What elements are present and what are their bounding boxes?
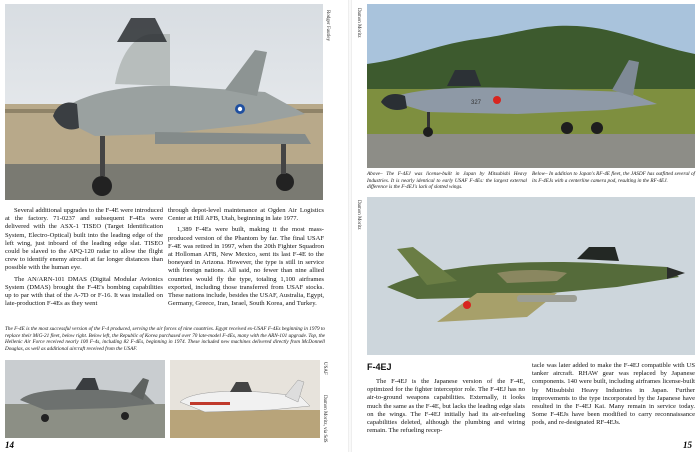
- paragraph: 1,389 F-4Es were built, making it the most mass-produced version of the Phantom by far. The final USAF F-4E was retired in 1997, when the 20th Fighter Squadron at Holloman AFB, New Mexico, sent its last F-4E to the boneyard in Arizona. However, the type is still in service with foreign nations. All said, no fewer than nine allied countries would fly the type, totaling 1,100 airframes exported, including those transferred from USAF stocks. These nations include, besides the USAF, Australia, Egypt, Germany, Greece, Iran, Israel, South Korea, and Turkey.: [168, 226, 324, 308]
- left-page-column-1: [5, 207, 163, 308]
- page-number-right: 15: [683, 440, 692, 450]
- paragraph: tacle was later added to make the F-4EJ compatible with US tanker aircraft. RHAW gear was replaced by Japanese components. 140 were built, including airframes license-built by Mitsubishi Heavy Industries in Japan. Further improvements to the type incorporated by the Japanese have resulted in the F-4EJ Kai. Many remain in service today. Some F-4EJs have been modified to carry reconnaissance pods, and re-designated RF-4EJs.: [532, 362, 695, 427]
- caption-below: Below– In addition to Japan's RF-4E fleet, the JASDF has outfitted several of its F-4EJs with a centerline camera pod, resulting in the RF-4EJ.: [532, 171, 695, 184]
- caption-above: Above– The F-4EJ was license-built in Japan by Mitsubishi Heavy Industries. It is nearly identical to early USAF F-4Es: the largest external difference is the F-4EJ's lack of slotted wings.: [367, 171, 527, 190]
- top-photo-credit: Rodger Fautley: [325, 10, 330, 41]
- left-page-caption: The F-4E is the most successful version of the F-4 produced, serving the air forces of nine countries. Egypt received ex-USAF F-4Es beginning in 1979 to replace their MiG-21 fleet, below right. Below left, the Republic of Korea purchased over 70 late-model F-4Es, many with the ARN-101 upgrade. Top, the Hellenic Air Force received nearly 100 F-4s, including 82 F-4Es, beginning in 1974. These included new machines delivered directly from McDonnell Douglas, as well as additional aircraft received from the USAF.: [5, 326, 325, 352]
- jasdf-f4ej-ground-photo: [367, 4, 695, 168]
- rf4ej-inflight-photo: [367, 197, 695, 355]
- paragraph: The F-4EJ is the Japanese version of the F-4E, optimized for the fighter interceptor role. The F-4EJ has no air-to-ground weapons capabilities. Externally, it looks much the same as the F-4E, but lacks the leading edge slats on the wings. The F-4EJ initially had its air-refueling capabilities deleted, although the plumbing and wiring remain. The refueling recep-: [367, 378, 525, 435]
- left-page-column-2: [168, 207, 324, 308]
- right-page-column-1: [367, 378, 525, 435]
- bottom-right-photo-credit: Damon Moritz, via SdS: [322, 395, 327, 443]
- aircraft-serial: 327: [471, 100, 482, 106]
- paragraph: through depot-level maintenance at Ogden Air Logistics Center at Hill AFB, Utah, beginning in late 1977.: [168, 207, 324, 223]
- page-spine: [348, 0, 352, 452]
- right-top-photo-credit: Damon Moritz: [356, 8, 361, 38]
- middle-photo-credit: Damon Moritz: [356, 200, 361, 230]
- right-page-column-2: [532, 362, 695, 428]
- egyptian-f4e-photo: [170, 360, 320, 438]
- paragraph: Several additional upgrades to the F-4E were introduced at the factory. 71-0237 and subsequent F-4Es were delivered with the ASX-1 TISEO (Target Identification System, Electro-Optical) built into the leading edge of the left wing, just inboard of the leading edge slat. TISEO could be slaved to the APQ-120 radar to allow the flight crew to identify enemy aircraft at far longer distances than possible with the human eye.: [5, 207, 163, 272]
- section-title-f4ej: F-4EJ: [367, 362, 392, 372]
- bottom-right-photo-tag: USAF: [322, 362, 327, 375]
- paragraph: The AN/ARN-101 DMAS (Digital Modular Avionics System (DMAS) brought the F-4E's bombing capabilities up to par with that of the A-7D or F-16. It was installed on late-production F-4Es as they went: [5, 275, 163, 308]
- page-number-left: 14: [5, 440, 14, 450]
- hellenic-f4e-photo: [5, 4, 323, 200]
- korean-f4e-photo: [5, 360, 165, 438]
